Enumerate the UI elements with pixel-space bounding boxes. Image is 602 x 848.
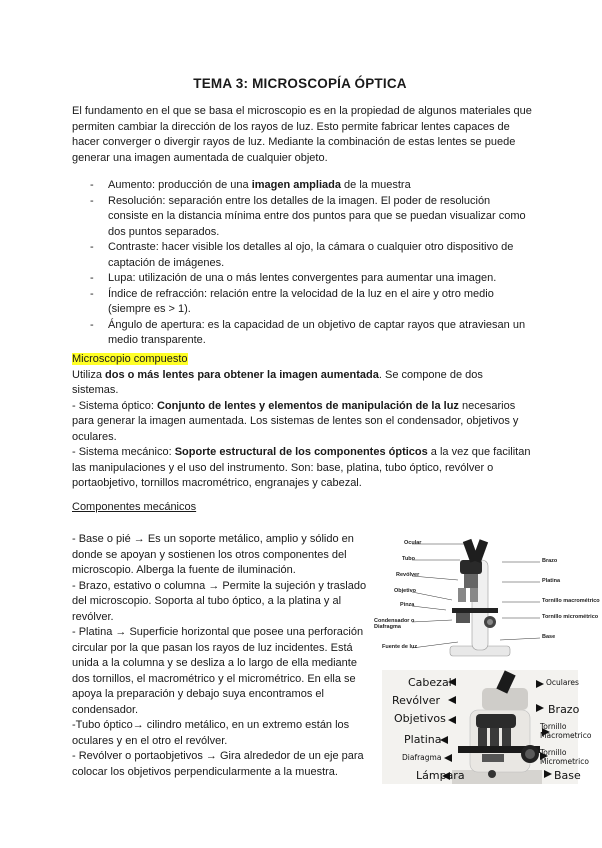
label-revolver: Revólver: [392, 694, 441, 707]
section-heading: Componentes mecánicos: [72, 501, 197, 513]
label-cabezal: Cabezal: [408, 676, 452, 689]
list-item: - Ángulo de apertura: es la capacidad de un objetivo de captar rayos que atraviesan un medio transparente.: [88, 318, 528, 349]
label-ocular: Ocular: [404, 540, 422, 546]
label-lampara: Lámpara: [416, 769, 465, 782]
paragraph: -Tubo óptico→ cilindro metálico, en un extremo están los oculares y en el otro el revólver.: [72, 719, 350, 747]
microscope-diagram: [372, 530, 602, 668]
paragraph: Utiliza dos o más lentes para obtener la imagen aumentada. Se compone de dos sistemas.: [72, 368, 483, 396]
label-condensador: Condensador o Diafragma: [374, 618, 415, 630]
componentes-mecanicos-text: [72, 532, 367, 780]
paragraph: - Sistema óptico: Conjunto de lentes y elementos de manipulación de la luz necesarios para generar la imagen aumentada. Los sistemas de lentes son el condensador, objetivos y oculares.: [72, 399, 519, 443]
page-title: TEMA 3: MICROSCOPÍA ÓPTICA: [193, 76, 407, 91]
label-tubo: Tubo: [402, 556, 416, 562]
label-oculares: Oculares: [546, 678, 579, 687]
list-item: - Resolución: separación entre los detalles de la imagen. El poder de resolución consiste en la distancia mínima entre dos puntos para que se puedan visualizar como dos puntos separados.: [88, 194, 528, 241]
definitions-list: [88, 178, 528, 349]
label-base: Base: [542, 634, 556, 640]
microscopio-compuesto-section: [72, 352, 532, 492]
label-tornillo-macro: Tornillo macrométrico: [542, 598, 600, 604]
list-item: - Lupa: utilización de una o más lentes convergentes para aumentar una imagen.: [88, 271, 528, 287]
label-tornillo-micro: Tornillo micrométrico: [542, 614, 599, 620]
label-revolver: Revólver: [396, 572, 420, 578]
label-tornillo-macro: Tornillo Macrometrico: [540, 722, 592, 740]
paragraph: - Revólver o portaobjetivos → Gira alrededor de un eje para colocar los objetivos perpendicularmente a la muestra.: [72, 750, 364, 778]
label-platina: Platina: [404, 733, 442, 746]
label-objetivos: Objetivos: [394, 712, 446, 725]
label-base: Base: [554, 769, 581, 782]
microscope-photo: [382, 670, 592, 784]
list-item: - Contraste: hacer visible los detalles al ojo, la cámara o cualquier otro dispositivo de captación de imágenes.: [88, 240, 528, 271]
list-item: - Índice de refracción: relación entre la velocidad de la luz en el aire y otro medio (siempre es > 1).: [88, 287, 528, 318]
paragraph: - Sistema mecánico: Soporte estructural de los componentes ópticos a la vez que facilitan las manipulaciones y el uso del instrumento. Son: base, platina, tubo óptico, revólver o portaobjetivo, tornillos macrométrico, engranajes y cabezal.: [72, 446, 531, 489]
paragraph: - Platina → Superficie horizontal que posee una perforación circular por la que pasan los rayos de luz incidentes. Está unida a la columna y se desliza a lo largo de ella mediante dos tornillos, el macrométrico y el micrométrico. En ella se apoya la preparación y debajo suya encontramos el condensador.: [72, 626, 364, 716]
list-item: - Aumento: producción de una imagen ampliada de la muestra: [88, 178, 528, 194]
section-heading: Microscopio compuesto: [72, 353, 188, 365]
label-diafragma: Diafragma: [402, 753, 442, 762]
label-fuente: Fuente de luz: [382, 644, 418, 650]
label-brazo: Brazo: [542, 558, 558, 564]
intro-paragraph: El fundamento en el que se basa el microscopio es en la propiedad de algunos materiales que permiten cambiar la dirección de los rayos de luz. Esto permite fabricar lentes capaces de hacer converger o divergir rayos de luz. Mediante la combinación de estas lentes se puede generar una imagen aumentada de cualquier objeto.: [72, 105, 532, 164]
label-tornillo-micro: Tornillo Micrometrico: [540, 748, 589, 766]
label-platina: Platina: [542, 578, 561, 584]
label-objetivo: Objetivo: [394, 588, 417, 594]
paragraph: - Brazo, estativo o columna → Permite la sujeción y traslado del microscopio. Soporta al tubo óptico, a la platina y al revólver.: [72, 579, 367, 623]
paragraph: - Base o pié → Es un soporte metálico, amplio y sólido en donde se apoyan y sostienen los otros componentes del microscopio. Alberga la fuente de iluminación.: [72, 533, 354, 576]
label-brazo: Brazo: [548, 703, 580, 716]
label-pinza: Pinza: [400, 602, 415, 608]
